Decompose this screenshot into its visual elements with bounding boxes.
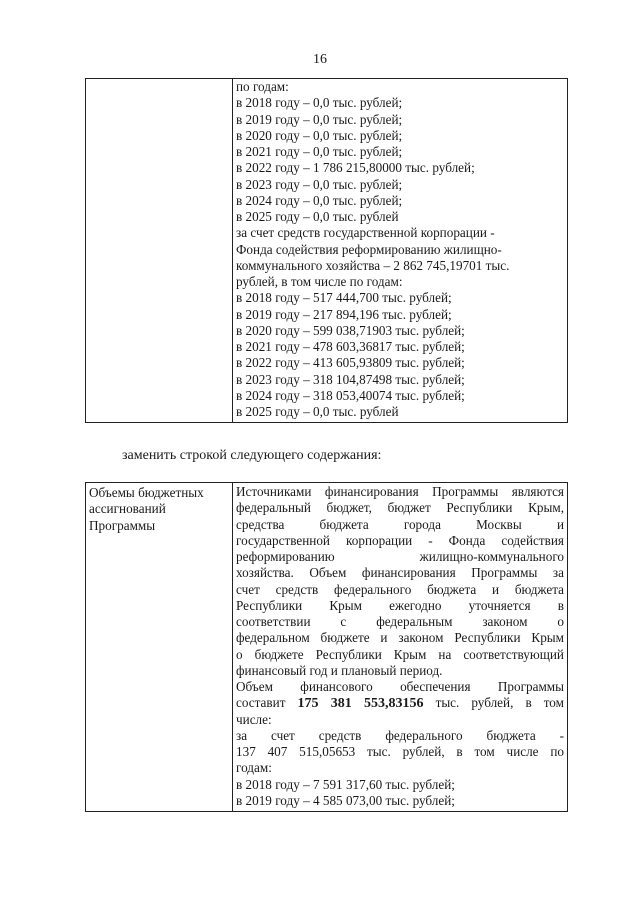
text-line: в 2022 году – 1 786 215,80000 тыс. рублей; <box>236 160 475 176</box>
text-line: в 2025 году – 0,0 тыс. рублей <box>236 404 399 419</box>
total-volume-line <box>236 695 564 711</box>
label-line: ассигнований <box>89 501 166 517</box>
page-number: 16 <box>313 52 327 67</box>
text-line: в 2019 году – 217 894,196 тыс. рублей; <box>236 306 452 322</box>
text-line: счет средств федерального бюджета и бюджета <box>236 581 564 597</box>
text-line: коммунального хозяйства – 2 862 745,19701 тыс. <box>236 257 510 273</box>
label-line: Объемы бюджетных <box>89 485 204 500</box>
text-line: годам: <box>236 760 272 776</box>
table-row <box>86 483 568 812</box>
text-line: средства бюджета города Москвы и <box>236 516 564 532</box>
text-line: хозяйства. Объем финансирования Программы за <box>236 565 564 581</box>
text-line: в 2019 году – 4 585 073,00 тыс. рублей; <box>236 792 455 808</box>
text-line: в 2023 году – 0,0 тыс. рублей; <box>236 176 403 192</box>
text-line: в 2020 году – 0,0 тыс. рублей; <box>236 127 403 143</box>
text-line: в 2022 году – 413 605,93809 тыс. рублей; <box>236 355 465 371</box>
funding-details-cell <box>233 483 568 812</box>
budget-label-cell <box>86 483 233 812</box>
text-line: в 2021 году – 478 603,36817 тыс. рублей; <box>236 339 465 354</box>
text-line: реформированию жилищно-коммунального <box>236 549 564 564</box>
budget-table-old <box>85 78 568 423</box>
text-line: государственной корпорации - Фонда содействия <box>236 532 564 548</box>
text-line: федеральном бюджете и законом Республики Крым <box>236 630 564 646</box>
text-line: Фонда содействия реформированию жилищно- <box>236 241 502 257</box>
text-line: в 2019 году – 0,0 тыс. рублей; <box>236 111 403 127</box>
text-line: в 2025 году – 0,0 тыс. рублей <box>236 209 399 224</box>
label-line: Программы <box>89 517 156 533</box>
text-line: в 2018 году – 0,0 тыс. рублей; <box>236 95 403 111</box>
funding-details-cell <box>233 79 568 423</box>
text-line: числе: <box>236 711 272 727</box>
text-line: о бюджете Республики Крым на соответствующий <box>236 646 564 662</box>
empty-label-cell <box>86 79 233 423</box>
text-line: рублей, в том числе по годам: <box>236 274 403 289</box>
text-line: в 2018 году – 7 591 317,60 тыс. рублей; <box>236 776 455 792</box>
text-line: 137 407 515,05653 тыс. рублей, в том числе по <box>236 744 564 759</box>
text-line: Республики Крым ежегодно уточняется в <box>236 597 564 613</box>
text-line: по годам: <box>236 79 289 94</box>
total-volume-suffix: тыс. рублей, в том <box>435 695 564 711</box>
text-line: финансовый год и плановый период. <box>236 662 443 678</box>
text-line: Источниками финансирования Программы являются <box>236 484 564 499</box>
table-row <box>86 79 568 423</box>
text-line: в 2018 году – 517 444,700 тыс. рублей; <box>236 290 452 306</box>
text-line: в 2021 году – 0,0 тыс. рублей; <box>236 144 403 159</box>
text-line: в 2020 году – 599 038,71903 тыс. рублей; <box>236 322 465 338</box>
text-line: за счет средств государственной корпорации - <box>236 225 495 241</box>
text-line: в 2024 году – 0,0 тыс. рублей; <box>236 192 403 208</box>
text-line: за счет средств федерального бюджета - <box>236 727 564 743</box>
text-line: Объем финансового обеспечения Программы <box>236 679 564 694</box>
total-volume-prefix: составит <box>236 695 286 711</box>
replacement-instruction: заменить строкой следующего содержания: <box>122 448 382 463</box>
text-line: в 2023 году – 318 104,87498 тыс. рублей; <box>236 371 465 387</box>
text-line: соответствии с федеральным законом о <box>236 614 564 629</box>
budget-table-new <box>85 482 568 812</box>
total-volume-amount: 175 381 553,83156 <box>297 696 424 712</box>
text-line: в 2024 году – 318 053,40074 тыс. рублей; <box>236 387 465 403</box>
text-line: федеральный бюджет, бюджет Республики Крым, <box>236 500 564 516</box>
